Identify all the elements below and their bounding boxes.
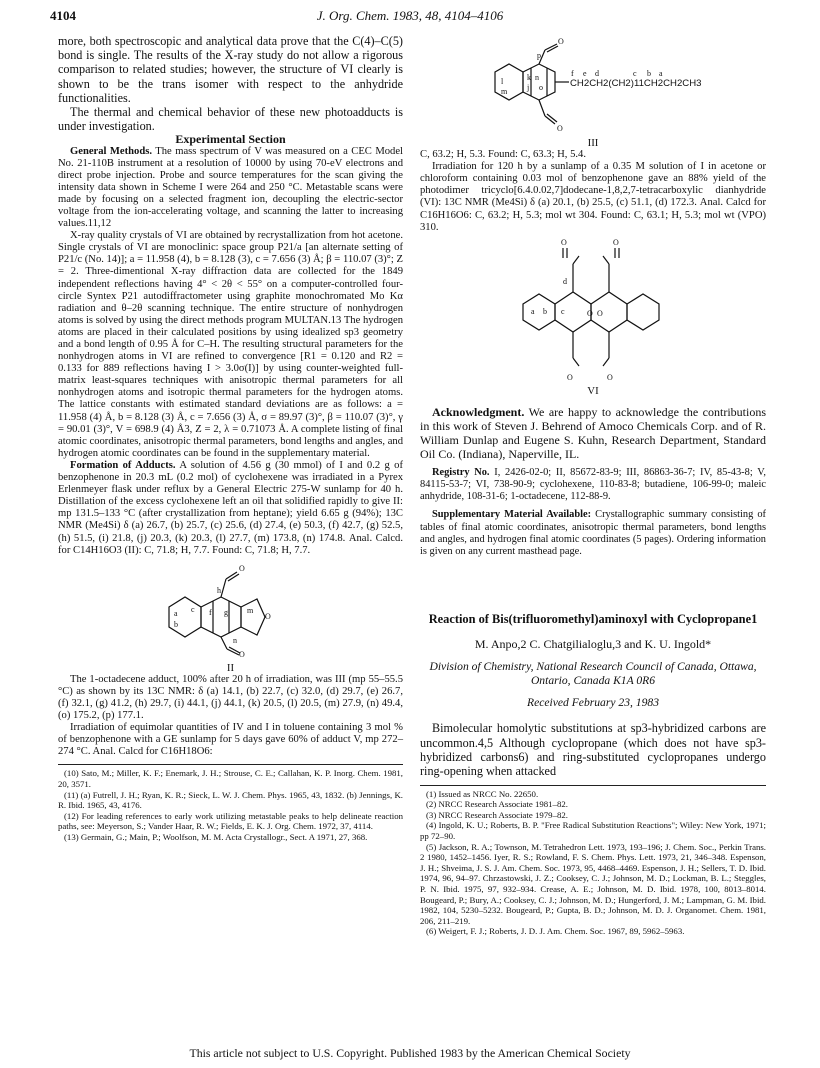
intro-paragraph-2: The thermal and chemical behavior of these new photoadducts is under investigation. [58,105,403,134]
svg-text:j: j [527,83,530,92]
general-methods-paragraph [58,146,403,231]
svg-text:n: n [232,635,237,645]
svg-text:d: d [595,69,599,78]
svg-text:a: a [173,608,178,618]
structure-VI-label: VI [587,384,599,397]
svg-text:a: a [531,306,535,316]
svg-text:O: O [238,563,245,573]
svg-text:b: b [543,306,547,316]
running-head: J. Org. Chem. 1983, 48, 4104–4106 [316,8,504,23]
footnote-4: (4) Ingold, K. U.; Roberts, B. P. "Free Radical Substitution Reactions"; Wiley: New York, 1971; pp 72–90. [420,820,766,842]
acknowledgment-head: Acknowledgment. [432,404,525,419]
svg-text:O: O [597,308,603,318]
footnote-12: (12) For leading references to early work utilizing metastable peaks to help delineate reaction paths, see: Meyerson, S.; Vander Haar, R. W.; Fields, E. K. J. Org. Chem. 1972, 37, 4114. [58,810,403,832]
acknowledgment-text: We are happy to acknowledge the contributions in this work of Steven J. Behrend of Amoco Chemicals Corp. and of R. William Dunlap and Eugene S. Kuhn, Research Department, Standard Oil Co. (Indiana), Naperville, IL. [420,404,766,461]
formation-head: Formation of Adducts. [70,459,176,471]
footnote-3: (3) NRCC Research Associate 1979–82. [426,809,568,820]
footnote-5: (5) Jackson, R. A.; Townson, M. Tetrahedron Lett. 1973, 193–196; J. Chem. Soc., Perkin Trans. 2 1980, 1452–1456. Iyer, R. S.; Rowland, F. S. Chem. Phys. Lett. 1973, 21, 346–348. Espenson, J. H.; Shveima, J. S. J. Am. Chem. Soc. 1973, 95, 4468–4469. Espenson, J. H.; Sellers, T. D. Ibid. 1974, 96, 94–97. Chrzastowski, J. Z.; Cooksey, C. J.; Johnson, M. D.; Lockman, B. L.; Steggles, P. N. Ibid. 1975, 97, 932–934. Crease, A. E.; Johnson, M. D. Ibid. 1978, 100, 8013–8014. Bougeard, P.; Bury, A.; Cooksey, C. J.; Johnson, M. D.; Hungerford, J. M.; Lampman, G. M. Ibid. 1982, 104, 5230–5232. Bougeard, P.; Gupta, B. D.; Johnson, M. D. J. Organomet. Chem. 1981, 206, 211–219. [420,841,766,926]
xray-paragraph: X-ray quality crystals of VI are obtained by recrystallization from hot acetone. Single crystals of VI are monoclinic: space group P21/a [an alternate setting of P21/c (No. 14)]; a = 11.958 (4), b = 8.128 (3), c = 7.656 (3) Å; β = 110.07 (3)°; Z = 2. Three-dimentional X-ray diffraction data are collected for the 1849 independent reflections having 4° < 2θ < 55° on a computer-controlled four-circle Syntex P21 autodiffractometer using graphite monochromated Mo Kα radiation and θ–2θ scanning technique. The entire structure of nonhydrogen atoms is solved by using the direct methods program MULTAN.13 The hydrogen atoms are placed in their calculated positions by using idealized sp3 geometry and a bond length of 0.95 Å for C–H. The resulting structural parameters for the nonhydrogen atoms in VI are refined to convergence [R1 = 0.120 and R2 = 0.133 for 889 reflections having I > 3.0σ(I)] by using counter-weighted full-matrix least-squares techniques with anisotropic thermal parameters for all nonhydrogen atoms and isotropic thermal parameters for the hydrogen atoms. The lattice constants with estimated standard deviations are as follows: a = 11.958 (4) Å, b = 8.128 (3) Å, c = 7.656 (3) Å, σ = 89.97 (3)°, β = 110.07 (3)°, γ = 90.01 (3)°, V = 698.9 (4) Å3, Z = 2, λ = 0.71073 Å. A complete listing of final atomic coordinates, anisotropic thermal parameters, bond lengths and angles, and hydrogen atomic coordinates can be found in the supplementary material. [58,230,403,459]
article-authors: M. Anpo,2 C. Chatgilialoglu,3 and K. U. Ingold* [474,637,712,652]
formation-text: A solution of 4.56 g (30 mmol) of I and 0.2 g of benzophenone in 20.3 mL (0.2 mol) of cyclohexene was irradiated in a Pyrex Erlenmeyer flask under reflux by a General Electric 275-W sunlamp for 40 h. Distillation of the excess cyclohexene left an oil that solidified rapidly to give II: mp 131.5–133 °C (after crystallization from heptane); yield 6.65 g (94%); 13C NMR (Me4Si) δ (a) 26.7, (b) 25.7, (c) 25.6, (d) 27.4, (e) 50.3, (f) 42.7, (g) 52.5, (h) 51.5, (i) 21.8, (j) 20.3, (k) 20.3, (l) 27.7, (m) 173.8, (n) 174.8. Anal. Calcd. for C14H16O3 (II): C, 71.8; H, 7.7. Found: C, 71.8; H, 7.7. [58,459,404,556]
structure-II-drawing [151,557,311,661]
intro-paragraph-1: more, both spectroscopic and analytical data prove that the C(4)–C(5) bond is single. The results of the X-ray study do not allow a rigorous comparison to related studies; however, the structure of VI clearly is shown to be the trans isomer with respect to the anhydride functionalities. [58,34,403,105]
svg-text:n: n [535,73,539,82]
svg-text:p: p [537,51,541,60]
footnote-13: (13) Germain, G.; Main, P.; Woolfson, M. M. Acta Crystallogr., Sect. A 1971, 27, 368. [64,832,368,843]
right-column [420,34,766,937]
svg-text:O: O [567,372,573,382]
svg-text:m: m [501,87,508,96]
experimental-heading: Experimental Section [175,132,286,147]
page-number: 4104 [50,8,76,23]
structure-VI-drawing [503,234,683,384]
svg-text:f: f [208,607,212,617]
registry-text: I, 2426-02-0; II, 85672-83-9; III, 86863-36-7; IV, 85-43-8; V, 84115-53-7; VI, 738-90-9; cyclohexene, 110-83-8; butadiene, 106-99-0; maleic anhydride, 108-31-6; 1-octadecene, 112-88-9. [420,466,767,503]
structure-VI-figure [420,234,766,397]
structure-II-label: II [226,661,235,674]
svg-text:o: o [539,83,543,92]
svg-text:O: O [613,237,619,247]
svg-text:O: O [561,237,567,247]
supplementary-text: Crystallographic summary consisting of tables of final atomic coordinates, anisotropic thermal parameters, bond lengths and angles, and hydrogen final atomic coordinates (5 pages). Ordering information is given on any current masthead page. [420,509,766,558]
structure-III-drawing [443,34,743,136]
structure-III-label: III [587,137,599,149]
article-title: Reaction of Bis(trifluoromethyl)aminoxyl with Cyclopropane1 [428,612,758,627]
svg-text:c: c [633,69,637,78]
footnote-6: (6) Weigert, F. J.; Roberts, J. D. J. Am. Chem. Soc. 1967, 89, 5962–5963. [426,926,685,937]
footnote-1: (1) Issued as NRCC No. 22650. [426,788,539,799]
received-date: Received February 23, 1983 [527,696,659,710]
svg-text:d: d [563,276,567,286]
supplementary-paragraph [420,509,766,558]
formation-paragraph [58,460,403,557]
svg-text:O: O [607,372,613,382]
svg-text:O: O [238,649,245,659]
footnote-10: (10) Sato, M.; Miller, K. F.; Enemark, J. H.; Strouse, C. E.; Callahan, K. P. Inorg. Chem. 1981, 20, 3571. [58,768,403,790]
copyright-line: This article not subject to U.S. Copyright. Published 1983 by the American Chemical Society [189,1046,631,1060]
structure-III-figure [420,34,766,149]
svg-text:O: O [587,308,593,318]
right-footnotes [420,785,766,937]
svg-text:k: k [527,73,531,82]
svg-text:a: a [659,69,663,78]
left-column [58,34,403,843]
octadecene-paragraph: The 1-octadecene adduct, 100% after 20 h of irradiation, was III (mp 55–55.5 °C) as shown by its 13C NMR: δ (a) 14.1, (b) 22.7, (c) 32.0, (d) 29.7, (e) 26.7, (f) 32.1, (g) 41.2, (h) 29.7, (i) 44.1, (j) 44.1, (k) 20.5, (l) 20.5, (m) 27.9, (n) 49.4, (o) 175.2, (p) 177.1. [58,673,403,722]
general-methods-head: General Methods. [70,145,153,157]
equimolar-paragraph: Irradiation of equimolar quantities of IV and I in toluene containing 3 mol % of benzophenone with a GE sunlamp for 5 days gave 60% of adduct V, mp 272–274 °C. Anal. Calcd for C16H18O6: [58,722,403,758]
registry-paragraph [420,467,766,504]
svg-text:g: g [223,607,228,617]
registry-head: Registry No. [432,466,490,478]
acknowledgment-paragraph [420,405,766,461]
article-affiliation: Division of Chemistry, National Research Council of Canada, Ottawa, Ontario, Canada K1A 0R6 [429,660,757,687]
svg-text:O: O [264,611,271,621]
svg-text:e: e [583,69,587,78]
svg-text:h: h [216,585,221,595]
left-footnotes [58,764,403,842]
svg-text:m: m [246,605,253,615]
svg-text:f: f [571,69,574,78]
footnote-11: (11) (a) Futrell, J. H.; Ryan, K. R.; Sieck, L. W. J. Chem. Phys. 1965, 43, 1832. (b) Jennings, K. R. Ibid. 1965, 43, 4176. [58,789,403,811]
svg-text:c: c [561,306,565,316]
footnote-2: (2) NRCC Research Associate 1981–82. [426,799,568,810]
irradiation-paragraph: Irradiation for 120 h by a sunlamp of a 0.35 M solution of I in acetone or chloroform containing 0.03 mol of benzophenone gave an 88% yield of the photodimer tricyclo[6.4.0.02,7]dodecane-1,8,2,7-tetracarboxylic dianhydride (VI): 13C NMR (Me4Si) δ (a) 20.1, (b) 25.5, (c) 51.1, (d) 172.3. Anal. Calcd for C16H16O6: C, 63.2; H, 5.3; mol wt 304. Found: C, 63.1; H, 5.3; mol wt (VPO) 310. [420,161,766,233]
svg-text:O: O [558,37,564,46]
svg-text:b: b [647,69,651,78]
svg-text:O: O [557,124,563,133]
anal-line: C, 63.2; H, 5.3. Found: C, 63.3; H, 5.4. [420,149,586,161]
structure-II-figure [58,557,403,674]
page-header [50,8,770,28]
svg-text:b: b [173,619,178,629]
svg-text:l: l [501,77,504,86]
structure-III-chain: CH2CH2(CH2)11CH2CH2CH3 [570,78,702,89]
article-intro-paragraph: Bimolecular homolytic substitutions at sp3-hybridized carbons are uncommon.4,5 Although cyclopropane (which does not have sp3-hybridized carbons6) and ring-substituted cyclopropanes undergo ring-opening when attacked [420,721,766,779]
supplementary-head: Supplementary Material Available: [432,509,592,521]
general-methods-text: The mass spectrum of V was measured on a CEC Model No. 21-110B instrument at a resolution of 10000 by using 70-eV electrons and direct probe injection. Probe and source temperatures for the scan giving the intensity data shown in Scheme I were 264 and 250 °C. Metastable scans were made by focusing on a selected fragment ion, decoupling the electric-sector voltage from the ion-accelerating voltage, and scanning the latter to increasing values.11,12 [58,145,403,230]
svg-text:c: c [190,604,195,614]
